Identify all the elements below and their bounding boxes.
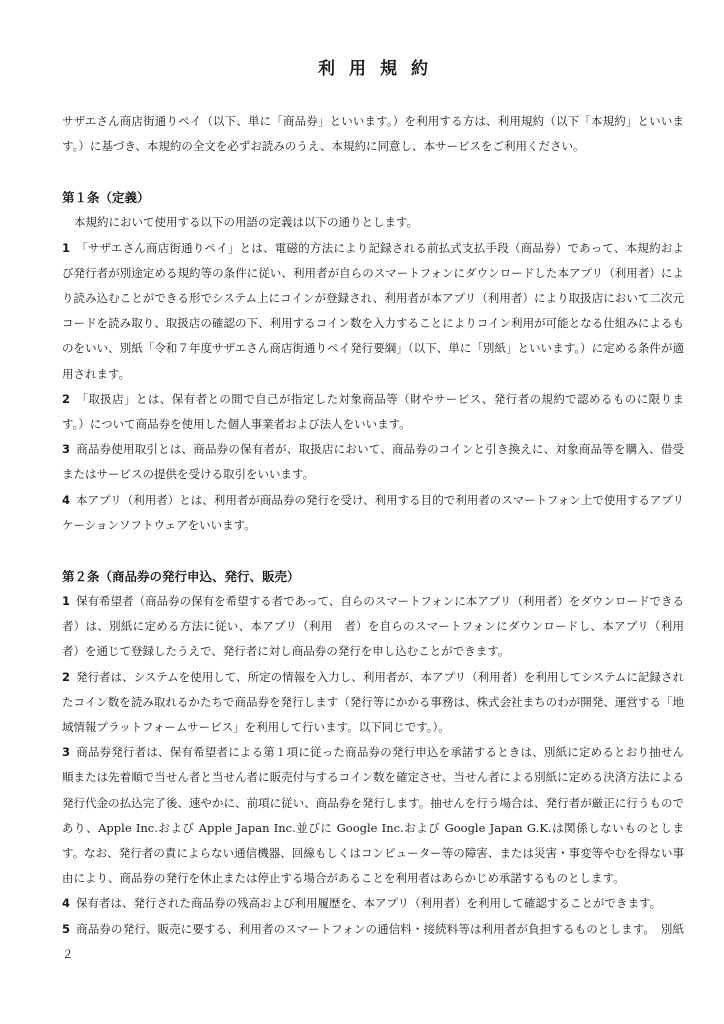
article-item [62, 437, 684, 487]
article-item [62, 387, 684, 437]
article-item [62, 891, 684, 916]
article-item [62, 917, 684, 967]
article-heading: 第２条（商品券の発行申込、発行、販売） [62, 569, 300, 585]
article-item [62, 488, 684, 538]
item-text: 保有希望者（商品券の保有を希望する者であって、自らのスマートフォンに本アプリ（利用者）をダウンロードできる者）は、別紙に定める方法に従い、本アプリ（利用 者）を自らのスマートフォンにダウンロードし、本アプリ（利用者）を通じて登録したうえで、発行者に対し商品券の発行を申し込むことができます。 [62, 594, 684, 659]
item-text: 商品券発行者は、保有希望者による第１項に従った商品券の発行申込を承諾するときは、別紙に定めるとおり抽せん順または先着順で当せん者と当せん者に販売付与するコイン数を確定させ、当せん者による別紙に定める決済方法による発行代金の払込完了後、速やかに、前項に従い、商品券を発行します。抽せんを行う場合は、発行者が厳正に行うものであり、Apple Inc.および Apple Japan Inc.並びに Google Inc.および Google Japan G.K.は関係しないものとします。なお、発行者の責によらない通信機器、回線もしくはコンピューター等の障害、または災害・事変等やむを得ない事由により、商品券の発行を休止または停止する場合があることを利用者はあらかじめ承諾するものとします。 [62, 745, 684, 886]
intro-paragraph: サザエさん商店街通りペイ（以下、単に「商品券」といいます。）を利用する方は、利用規約（以下「本規約」といいます。）に基づき、本規約の全文を必ずお読みのうえ、本規約に同意し、本サービスをご利用ください。 [62, 114, 684, 154]
item-text: 「取扱店」とは、保有者との間で自己が指定した対象商品等（財やサービス、発行者の規約で認めるものに限ります。）について商品券を使用した個人事業者および法人をいいます。 [62, 391, 684, 432]
item-number: 4 [62, 492, 71, 507]
item-text: 保有者は、発行された商品券の残高および利用履歴を、本アプリ（利用者）を利用して確認することができます。 [76, 896, 662, 911]
item-number: 5 [62, 921, 71, 936]
article-item [62, 740, 684, 891]
article-item [62, 589, 684, 665]
item-number: 4 [62, 896, 71, 911]
item-text: 商品券使用取引とは、商品券の保有者が、取扱店において、商品券のコインと引き換えに、対象商品等を購入、借受またはサービスの提供を受ける取引をいいます。 [62, 442, 684, 482]
item-number: 2 [62, 669, 71, 684]
item-text: 本アプリ（利用者）とは、利用者が商品券の発行を受け、利用する目的で利用者のスマートフォン上で使用するアプリケーションソフトウェアをいいます。 [62, 492, 684, 532]
item-text: 商品券の発行、販売に要する、利用者のスマートフォンの通信料・接続料等は利用者が負担するものとします。 別紙２ [62, 921, 684, 961]
page-title: 利用規約 [318, 59, 442, 79]
article-item [62, 236, 684, 387]
article-1 [62, 185, 684, 538]
item-text: 発行者は、システムを使用して、所定の情報を入力し、利用者が、本アプリ（利用者）を利用してシステムに記録されたコイン数を読み取れるかたちで商品券を発行します（発行等にかかる事務は、株式会社まちのわが開発、運営する「地域情報プラットフォームサービス」を利用して行います。以下同じです。）。 [62, 669, 684, 735]
item-number: 3 [62, 745, 71, 760]
article-lead: 本規約において使用する以下の用語の定義は以下の通りとします。 [74, 215, 419, 230]
article-item [62, 665, 684, 741]
item-number: 2 [62, 391, 71, 406]
item-number: 1 [62, 240, 71, 255]
item-text: 「サザエさん商店街通りペイ」とは、電磁的方法により記録される前払式支払手段（商品券）であって、本規約および発行者が別途定める規約等の条件に従い、利用者が自らのスマートフォンにダウンロードした本アプリ（利用者）により読み込むことができる形でシステム上にコインが登録され、利用者が本アプリ（利用者）により取扱店において二次元コードを読み取り、取扱店の確認の下、利用するコイン数を入力することによりコイン利用が可能となる仕組みによるものをいい、別紙「令和７年度サザエさん商店街通りペイ発行要綱」（以下、単に「別紙」といいます。）に定める条件が適用されます。 [62, 240, 684, 381]
item-number: 3 [62, 442, 71, 457]
article-2 [62, 564, 684, 967]
article-heading: 第１条（定義） [62, 190, 150, 206]
item-number: 1 [62, 594, 71, 609]
